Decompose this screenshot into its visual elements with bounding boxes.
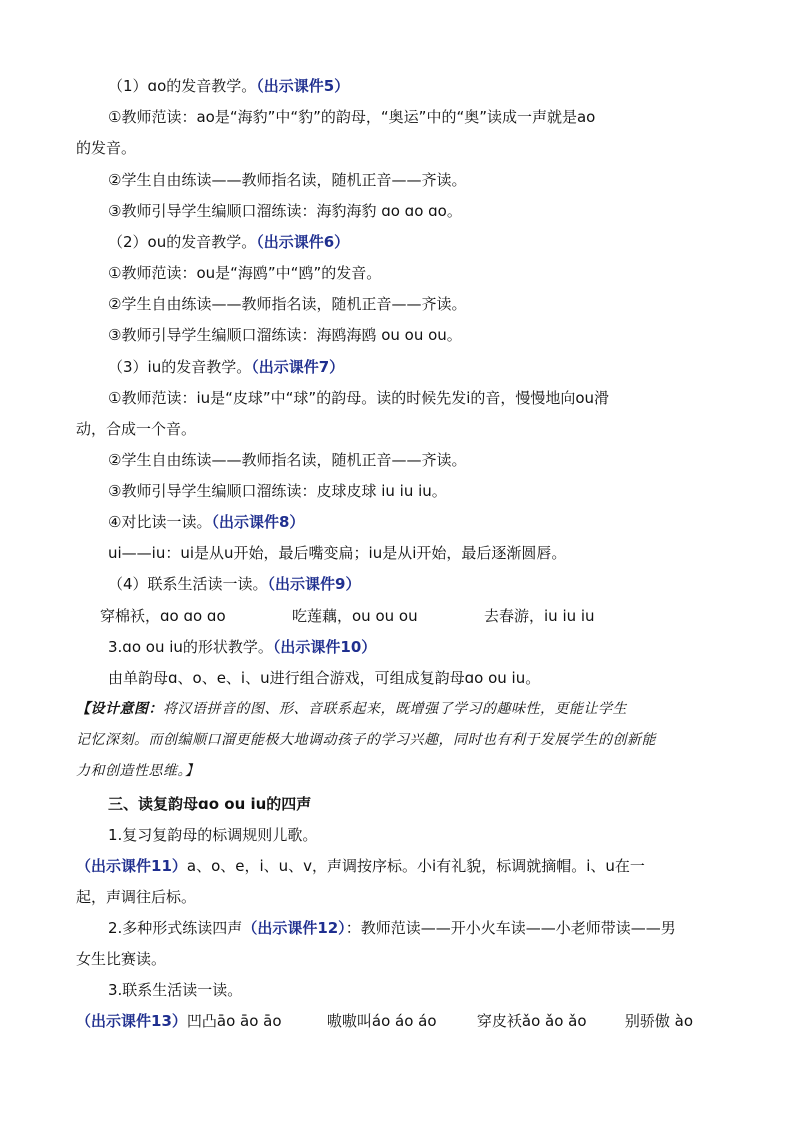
courseware-tag: （出示课件9） — [267, 575, 361, 593]
paragraph-line: ③教师引导学生编顺口溜练读：皮球皮球 iu iu iu。 — [108, 482, 447, 500]
courseware-tag: （出示课件10） — [272, 638, 377, 656]
heading-text: 3.ɑo ou iu的形状教学。 — [108, 638, 273, 656]
design-intent-label: 【设计意图： — [76, 701, 163, 717]
section-ao-heading — [108, 76, 349, 96]
heading-text: （1）ɑo的发音教学。 — [108, 77, 257, 95]
section-ou-heading — [108, 232, 349, 252]
design-intent — [76, 699, 627, 719]
paragraph-line: 1.复习复韵母的标调规则儿歌。 — [108, 826, 318, 844]
paragraph-line: ②学生自由练读——教师指名读，随机正音——齐读。 — [108, 171, 467, 189]
paragraph-line: ②学生自由练读——教师指名读，随机正音——齐读。 — [108, 451, 467, 469]
paragraph-line: ③教师引导学生编顺口溜练读：海豹海豹 ɑo ɑo ɑo。 — [108, 202, 462, 220]
tone-rules-text: a、o、e，i、u、v，声调按序标。小i有礼貌，标调就摘帽。i、u在一 — [186, 857, 645, 875]
heading-text: （2）ou的发音教学。 — [108, 233, 257, 251]
compare-heading — [108, 512, 304, 532]
paragraph-line: 3.联系生活读一读。 — [108, 981, 243, 999]
heading-text: （4）联系生活读一读。 — [108, 575, 268, 593]
practice-text: 2.多种形式练读四声 — [108, 919, 243, 937]
reading-item: 吃莲藕，ou ou ou — [292, 607, 418, 625]
tone-reading-items — [76, 1011, 693, 1031]
tone-rules-line — [76, 856, 645, 876]
paragraph-line: ①教师范读：iu是“皮球”中“球”的韵母。读的时候先发i的音，慢慢地向ou滑 — [108, 389, 610, 407]
courseware-tag: （出示课件11） — [76, 857, 187, 875]
life-reading-items — [100, 606, 595, 626]
reading-item: 去春游，iu iu iu — [484, 607, 595, 625]
paragraph-line: ①教师范读：ao是“海豹”中“豹”的韵母，“奥运”中的“奥”读成一声就是ao — [108, 108, 596, 126]
practice-line — [108, 918, 676, 938]
section-three-heading: 三、读复韵母ɑo ou iu的四声 — [108, 795, 312, 813]
paragraph-line: 动，合成一个音。 — [76, 420, 197, 438]
heading-text: ④对比读一读。 — [108, 513, 212, 531]
practice-rest: ：教师范读——开小火车读——小老师带读——男 — [345, 919, 676, 937]
life-reading-heading — [108, 574, 361, 594]
reading-item: 穿皮袄ǎo ǎo ǎo — [476, 1012, 587, 1030]
section-iu-heading — [108, 357, 344, 377]
paragraph-line: ③教师引导学生编顺口溜练读：海鸥海鸥 ou ou ou。 — [108, 326, 462, 344]
paragraph-line: 女生比赛读。 — [76, 950, 167, 968]
shape-teaching-heading — [108, 637, 376, 657]
design-intent-line: 力和创造性思维。】 — [76, 763, 200, 779]
courseware-tag: （出示课件13） — [76, 1012, 187, 1030]
courseware-tag: （出示课件7） — [251, 358, 345, 376]
paragraph-line: 的发音。 — [76, 139, 137, 157]
courseware-tag: （出示课件8） — [211, 513, 305, 531]
design-intent-line: 记忆深刻。而创编顺口溜更能极大地调动孩子的学习兴趣，同时也有利于发展学生的创新能 — [76, 732, 656, 748]
paragraph-line: ui——iu：ui是从u开始，最后嘴变扁；iu是从i开始，最后逐渐圆唇。 — [108, 544, 567, 562]
reading-item: 穿棉袄，ɑo ɑo ɑo — [100, 607, 226, 625]
paragraph-line: ②学生自由练读——教师指名读，随机正音——齐读。 — [108, 295, 467, 313]
reading-item: 嗷嗷叫áo áo áo — [326, 1012, 437, 1030]
heading-text: （3）iu的发音教学。 — [108, 358, 252, 376]
paragraph-line: ①教师范读：ou是“海鸥”中“鸥”的发音。 — [108, 264, 382, 282]
design-intent-text: 将汉语拼音的图、形、音联系起来，既增强了学习的趣味性，更能让学生 — [163, 701, 627, 717]
courseware-tag: （出示课件5） — [256, 77, 350, 95]
courseware-tag: （出示课件6） — [256, 233, 350, 251]
paragraph-line: 由单韵母ɑ、o、e、i、u进行组合游戏，可组成复韵母ɑo ou iu。 — [108, 669, 541, 687]
reading-item: 别骄傲 ào — [624, 1012, 694, 1030]
courseware-tag: （出示课件12） — [242, 919, 346, 937]
reading-item: 凹凸āo āo āo — [186, 1012, 282, 1030]
paragraph-line: 起，声调往后标。 — [76, 888, 197, 906]
